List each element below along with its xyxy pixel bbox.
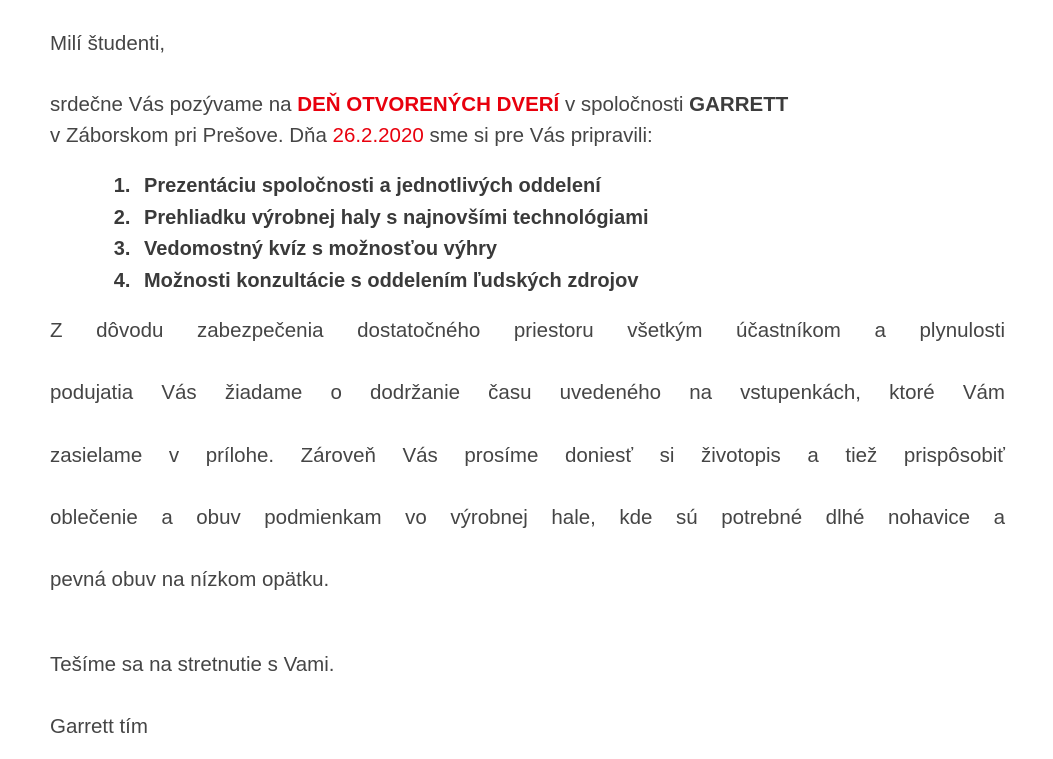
paragraph-spacer	[50, 595, 1005, 649]
list-item: 4. Možnosti konzultácie s oddelením ľudských zdrojov	[136, 266, 1005, 297]
list-item: 3. Vedomostný kvíz s možnosťou výhry	[136, 234, 1005, 265]
body-line: pevná obuv na nízkom opätku.	[50, 568, 330, 592]
agenda-list	[50, 171, 1005, 297]
greeting-paragraph: Milí študenti,	[50, 32, 166, 55]
body-line: oblečenie a obuv podmienkam vo výrobnej hale, kde sú potrebné dlhé nohavice a	[50, 505, 1005, 529]
body-line: podujatia Vás žiadame o dodržanie času uvedeného na vstupenkách, ktoré Vám	[50, 381, 1005, 405]
intro-line-1	[50, 89, 1005, 120]
intro-line-2	[50, 120, 1005, 151]
intro-text-mid: v spoločnosti	[559, 93, 690, 117]
event-title-highlight: DEŇ OTVORENÝCH DVERÍ	[297, 93, 560, 117]
list-item: 2. Prehliadku výrobnej haly s najnovšími technológiami	[136, 203, 1005, 234]
body-line: Z dôvodu zabezpečenia dostatočného priestoru všetkým účastníkom a plynulosti	[50, 319, 1005, 343]
signature-paragraph: Garrett tím	[50, 714, 148, 738]
closing-paragraph: Tešíme sa na stretnutie s Vami.	[50, 653, 335, 677]
intro-location-text: v Záborskom pri Prešove. Dňa	[50, 124, 333, 148]
intro-paragraph	[50, 89, 1005, 151]
list-item: 1. Prezentáciu spoločnosti a jednotlivých oddelení	[136, 171, 1005, 202]
body-line: zasielame v prílohe. Zároveň Vás prosíme doniesť si životopis a tiež prispôsobiť	[50, 443, 1005, 467]
intro-text-after-date: sme si pre Vás pripravili:	[423, 124, 653, 148]
event-date: 26.2.2020	[332, 124, 424, 148]
company-name: GARRETT	[689, 93, 789, 117]
intro-text-before-highlight: srdečne Vás pozývame na	[50, 93, 298, 117]
body-paragraph	[50, 315, 1005, 595]
